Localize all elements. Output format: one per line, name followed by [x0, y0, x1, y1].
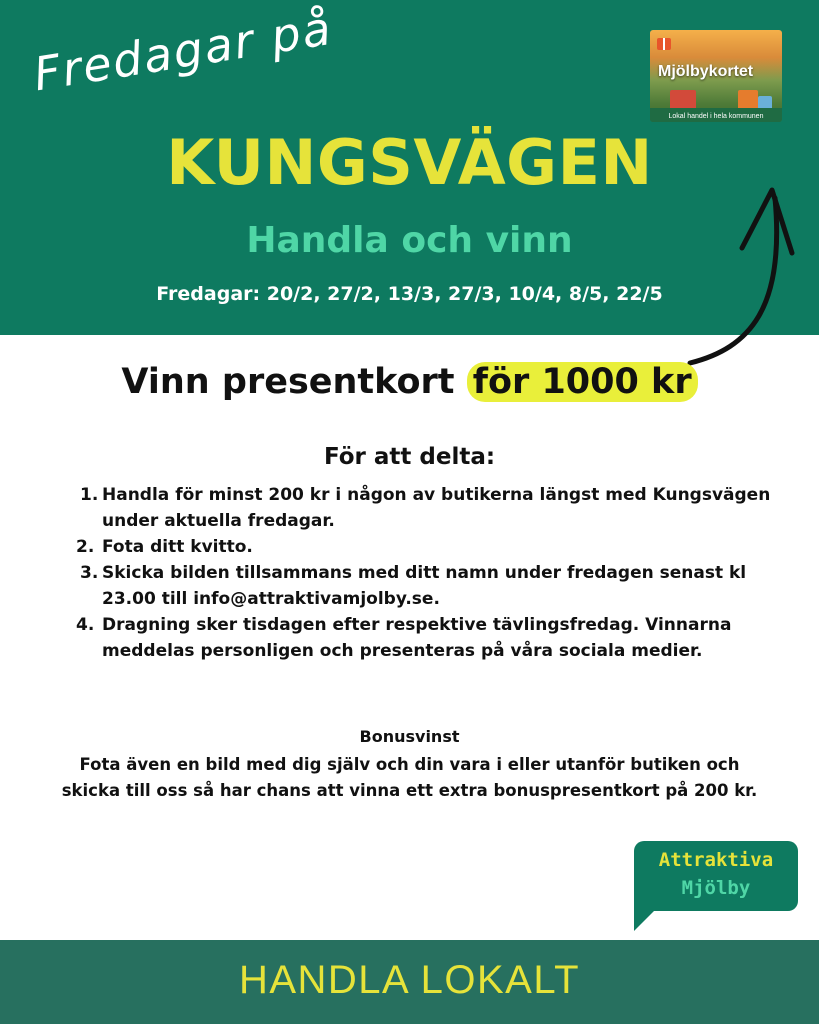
gift-icon — [657, 38, 671, 50]
step-number: 2. — [76, 537, 95, 557]
shopping-bag-icon — [670, 90, 696, 110]
participation-title: För att delta: — [323, 444, 496, 470]
attraktiva-mjolby-badge — [634, 841, 798, 911]
step-text: Dragning sker tisdagen efter respektive tävlingsfredag. Vinnarna meddelas personligen och presenteras på våra sociala medier. — [102, 615, 732, 661]
participation-steps — [74, 482, 774, 664]
script-title: Fredagar på — [30, 0, 337, 102]
badge-line-1: Attraktiva — [658, 849, 774, 871]
headline-prefix: Vinn presentkort — [121, 362, 455, 402]
friday-dates: Fredagar: 20/2, 27/2, 13/3, 27/3, 10/4, 8/5, 22/5 — [156, 283, 663, 305]
curved-arrow-icon — [680, 178, 800, 378]
bonus-text: Fota även en bild med dig själv och din vara i eller utanför butiken och skicka till oss så har chans att vinna ett extra bonuspresentkort på 200 kr. — [61, 755, 758, 800]
list-item — [74, 534, 774, 560]
badge-line-2: Mjölby — [681, 877, 751, 899]
step-number: 4. — [76, 615, 95, 635]
step-number: 1. — [80, 485, 99, 505]
logo-brand: Mjölbykortet — [658, 63, 754, 80]
step-number: 3. — [80, 563, 99, 583]
step-text: Fota ditt kvitto. — [102, 537, 253, 557]
list-item — [74, 560, 774, 612]
list-item — [74, 612, 774, 664]
mjolbykortet-logo — [650, 30, 782, 122]
step-text: Skicka bilden tillsammans med ditt namn under fredagen senast kl 23.00 till info@attraktivamjolby.se. — [102, 563, 747, 609]
bonus-title: Bonusvinst — [359, 727, 460, 746]
logo-tagline: Lokal handel i hela kommunen — [668, 113, 764, 120]
subtitle: Handla och vinn — [246, 220, 573, 261]
headline — [0, 362, 819, 402]
list-item — [74, 482, 774, 534]
step-text: Handla för minst 200 kr i någon av butikerna längst med Kungsvägen under aktuella fredagar. — [102, 485, 771, 531]
footer-band — [0, 940, 819, 1024]
footer-text: HANDLA LOKALT — [238, 958, 581, 1002]
main-title: KUNGSVÄGEN — [166, 126, 653, 199]
headline-highlight: för 1000 kr — [467, 362, 698, 402]
